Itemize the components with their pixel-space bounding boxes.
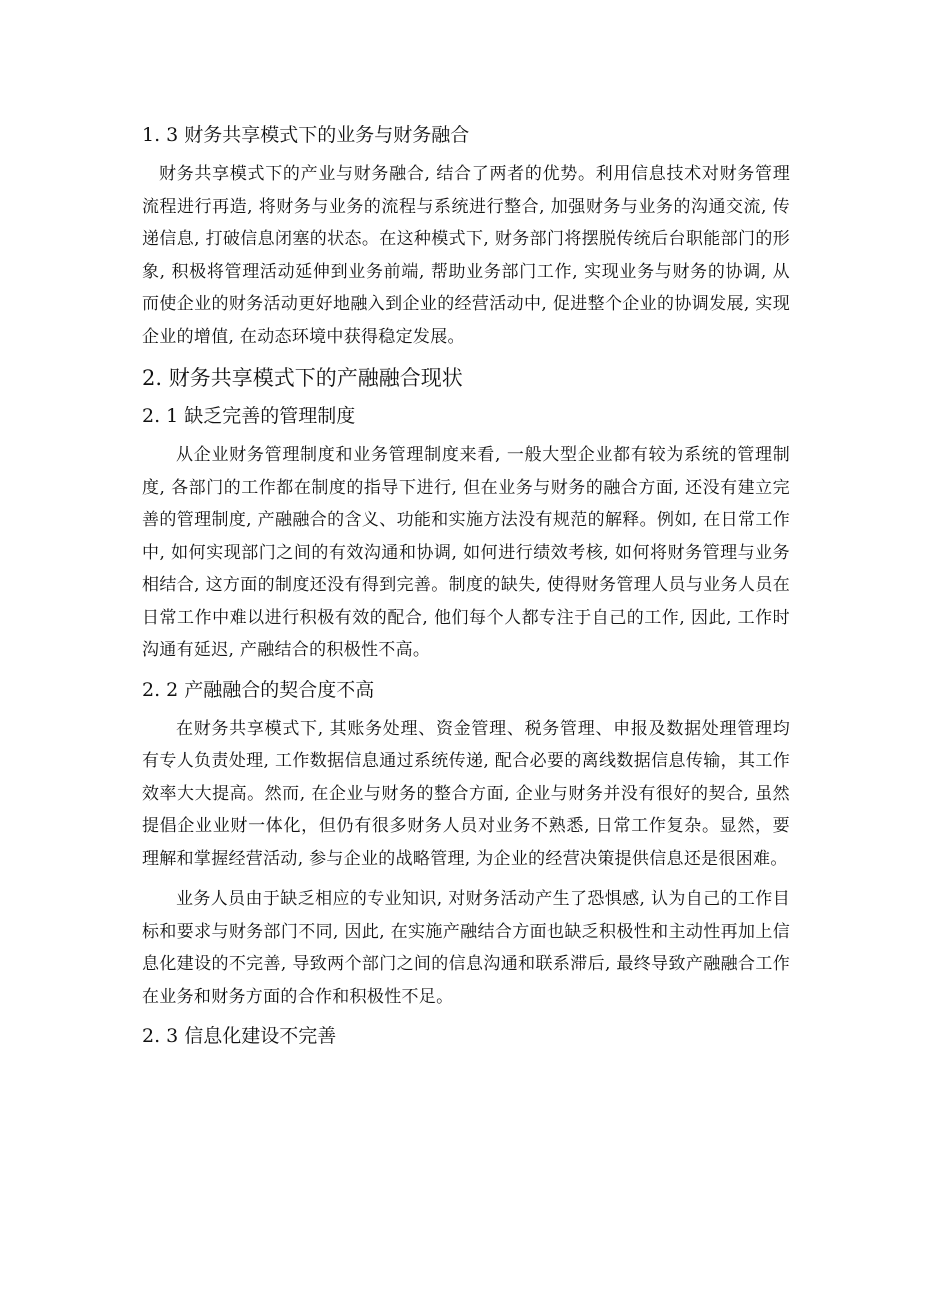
section-2-2-paragraph-2: 业务人员由于缺乏相应的专业知识, 对财务活动产生了恐惧感, 认为自己的工作目标和要求与财务部门不同, 因此, 在实施产融结合方面也缺乏积极性和主动性再加上信息化建设的不完善, 导致两个部门之间的信息沟通和联系滞后, 最终导致产融融合工作在业务和财务方面的合作和积极性不足。: [142, 889, 790, 1007]
section-2-1-heading: 2. 1 缺乏完善的管理制度: [142, 405, 356, 427]
section-2-3-heading: 2. 3 信息化建设不完善: [142, 1025, 337, 1047]
section-1-3-paragraph: 财务共享模式下的产业与财务融合, 结合了两者的优势。利用信息技术对财务管理流程进行再造, 将财务与业务的流程与系统进行整合, 加强财务与业务的沟通交流, 传递信息, 打破信息闭塞的状态。在这种模式下, 财务部门将摆脱传统后台职能部门的形象, 积极将管理活动延伸到业务前端, 帮助业务部门工作, 实现业务与财务的协调, 从而使企业的财务活动更好地融入到企业的经营活动中, 促进整个企业的协调发展, 实现企业的增值, 在动态环境中获得稳定发展。: [142, 164, 790, 347]
section-2-2-paragraph-1: 在财务共享模式下, 其账务处理、资金管理、税务管理、申报及数据处理管理均有专人负责处理, 工作数据信息通过系统传递, 配合必要的离线数据信息传输，其工作效率大大提高。然而, 在企业与财务的整合方面, 企业与财务并没有很好的契合, 虽然提倡企业业财一体化，但仍有很多财务人员对业务不熟悉, 日常工作复杂。显然，要理解和掌握经营活动, 参与企业的战略管理, 为企业的经营决策提供信息还是很困难。: [142, 718, 790, 869]
section-2-heading: 2. 财务共享模式下的产融融合现状: [142, 366, 463, 390]
section-2-1-paragraph: 从企业财务管理制度和业务管理制度来看, 一般大型企业都有较为系统的管理制度, 各部门的工作都在制度的指导下进行, 但在业务与财务的融合方面, 还没有建立完善的管理制度, 产融融合的含义、功能和实施方法没有规范的解释。例如, 在日常工作中, 如何实现部门之间的有效沟通和协调, 如何进行绩效考核, 如何将财务管理与业务相结合, 这方面的制度还没有得到完善。制度的缺失, 使得财务管理人员与业务人员在日常工作中难以进行积极有效的配合, 他们每个人都专注于自己的工作, 因此, 工作时沟通有延迟, 产融结合的积极性不高。: [142, 445, 790, 660]
document-body: [142, 120, 790, 1059]
section-2-2-heading: 2. 2 产融融合的契合度不高: [142, 678, 375, 701]
section-1-3-heading: 1. 3 财务共享模式下的业务与财务融合: [142, 124, 470, 146]
